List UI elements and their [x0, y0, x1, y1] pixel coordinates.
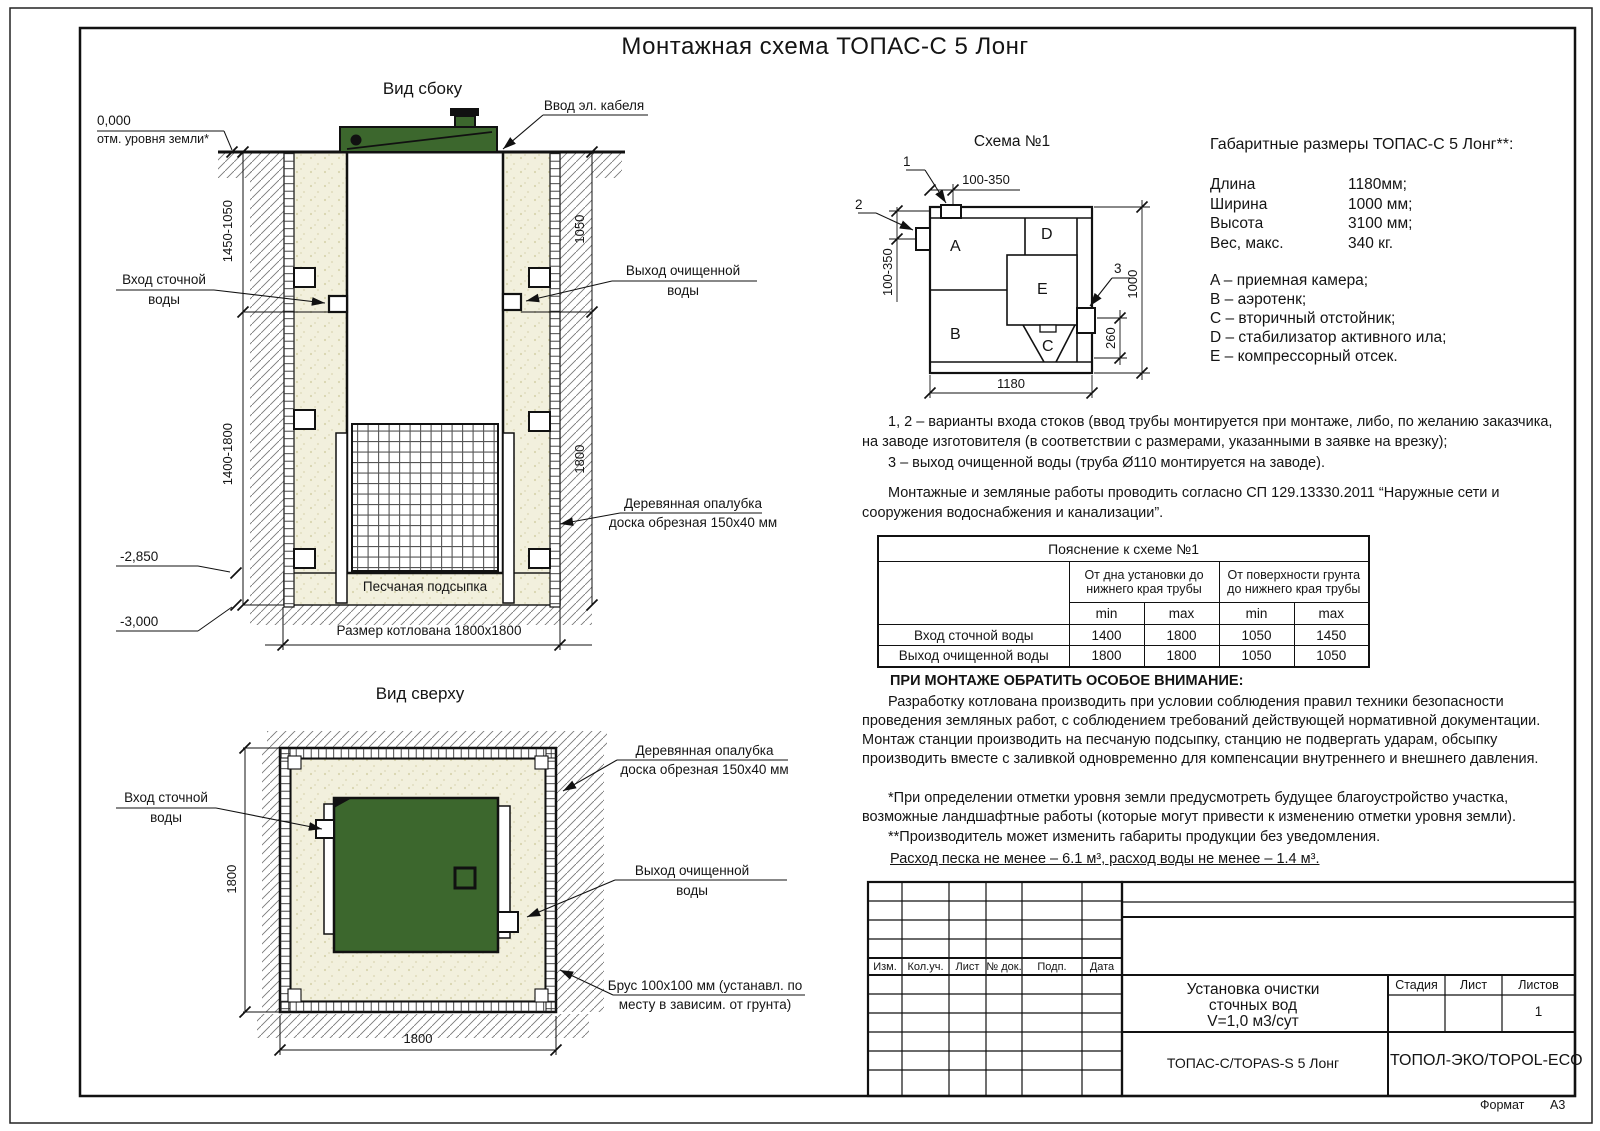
dim-row-value: 340 кг.	[1348, 235, 1394, 252]
outlet-label-line2: воды	[667, 283, 699, 298]
dim-row-name: Длина	[1210, 176, 1256, 193]
zero-mark-note: отм. уровня земли*	[97, 132, 210, 146]
tb-col-podp: Подп.	[1037, 961, 1067, 973]
cell-value: 1050	[1294, 646, 1369, 667]
attention-body: Разработку котлована производить при условии соблюдения правил техники безопасности проведения земляных работ, с соблюдением требований действующей нормативной документации. Монтаж станции производить на песчаную подсыпку, станцию не подвергать ударам, обсыпку производить вместе с заливкой одновременно для компенсации внутреннего и внешнего давления.	[862, 694, 1541, 768]
cell-value: 1050	[1219, 646, 1294, 667]
page-title: Монтажная схема ТОПАС-С 5 Лонг	[621, 33, 1029, 60]
table-max-header: max	[1294, 603, 1369, 625]
top-inlet-label-line1: Вход сточной	[124, 790, 208, 805]
footnote-ground-level: *При определении отметки уровня земли предусмотреть будущее благоустройство участка, возможные ландшафтные работы (которые могут привести к изменению отметки уровня земли).	[862, 790, 1517, 826]
cell-value: 1050	[1219, 625, 1294, 646]
tb-sheets-header: Листов	[1518, 978, 1559, 992]
schema-drawing	[858, 170, 1150, 399]
schema-label-c: C	[1042, 338, 1054, 355]
tb-col-ndok: № док.	[986, 961, 1022, 973]
row-label: Выход очищенной воды	[878, 646, 1069, 667]
table-min-header: min	[1069, 603, 1144, 625]
tb-col-list: Лист	[955, 961, 980, 973]
mark-minus-3000: -3,000	[120, 614, 159, 629]
tb-col-koluch: Кол.уч.	[907, 961, 944, 973]
top-inlet-label-line2: воды	[150, 810, 182, 825]
inlet-label-line1: Вход сточной	[122, 272, 206, 287]
cell-value: 1800	[1144, 646, 1219, 667]
dim-row-value: 1000 мм;	[1348, 196, 1413, 213]
formwork-label-line1: Деревянная опалубка	[623, 496, 763, 511]
zero-mark: 0,000	[97, 113, 131, 128]
schema-label-d: D	[1041, 226, 1053, 243]
schema-callout-2: 2	[855, 197, 863, 212]
row-label: Вход сточной воды	[878, 625, 1069, 646]
dim-right-upper: 1050	[571, 214, 587, 244]
table-corner-cell	[878, 562, 1069, 625]
dim-row-name: Вес, макс.	[1210, 235, 1284, 252]
schema-dim-bottom: 1180	[997, 376, 1025, 391]
side-view-caption: Вид сбоку	[382, 79, 463, 98]
dim-row-value: 3100 мм;	[1348, 215, 1413, 232]
doc-title-line1: Установка очистки	[1186, 981, 1320, 998]
tb-col-izm: Изм.	[873, 961, 897, 973]
dim-left-upper: 1450-1050	[219, 200, 235, 263]
format-label: Формат	[1480, 1098, 1525, 1112]
note-regulations: Монтажные и земляные работы проводить согласно СП 129.13330.2011 “Наружные сети и сооружения водоснабжения и канализации”.	[862, 485, 1500, 522]
schema-dim-right: 1000	[1124, 269, 1140, 299]
sand-bedding-label: Песчаная подсыпка	[362, 579, 488, 594]
footnote-manufacturer: **Производитель может изменить габариты продукции без уведомления.	[888, 829, 1381, 845]
outlet-label-line1: Выход очищенной	[625, 263, 741, 278]
cell-value: 1400	[1069, 625, 1144, 646]
note-outlet: 3 – выход очищенной воды (труба Ø110 монтируется на заводе).	[888, 455, 1325, 471]
inlet-label-line2: воды	[148, 292, 180, 307]
top-outlet-label-line1: Выход очищенной	[634, 863, 750, 878]
schema-label-a: A	[950, 238, 961, 255]
mark-minus-2850: -2,850	[120, 549, 159, 564]
table-group2-header: От поверхности грунта до нижнего края трубы	[1219, 562, 1369, 603]
top-view-caption: Вид сверху	[375, 684, 465, 703]
top-outlet-label-line2: воды	[676, 883, 708, 898]
side-view-drawing	[97, 108, 762, 651]
top-dim-left: 1800	[223, 864, 239, 894]
cable-entry-label: Ввод эл. кабеля	[543, 98, 645, 113]
format-value: А3	[1550, 1098, 1566, 1112]
dim-left-lower: 1400-1800	[219, 423, 235, 486]
table-group1-header: От дна установки до нижнего края трубы	[1069, 562, 1219, 603]
overall-dims-title: Габаритные размеры ТОПАС-С 5 Лонг**:	[1210, 136, 1514, 153]
legend-item: D – стабилизатор активного ила;	[1210, 329, 1447, 346]
schema-label-e: E	[1037, 281, 1048, 298]
tb-model: ТОПАС-С/TOPAS-S 5 Лонг	[1166, 1055, 1340, 1071]
table-max-header: max	[1144, 603, 1219, 625]
dim-row-name: Высота	[1210, 215, 1264, 232]
tb-col-data: Дата	[1089, 961, 1115, 973]
table-title: Пояснение к схеме №1	[878, 536, 1369, 562]
note-inlet-variants: 1, 2 – варианты входа стоков (ввод трубы монтируется при монтаже, либо, по желанию заказчика, на заводе изготовителя (в соответствии с размерами, указанными в заявке на врезку);	[862, 414, 1553, 451]
doc-title-line2: сточных вод	[1208, 997, 1298, 1014]
tb-sheets-value: 1	[1534, 1004, 1543, 1019]
table-min-header: min	[1219, 603, 1294, 625]
tb-sheet-header: Лист	[1459, 978, 1488, 992]
beam-label-line2: месту в зависим. от грунта)	[618, 997, 792, 1012]
cell-value: 1800	[1069, 646, 1144, 667]
legend-item: E – компрессорный отсек.	[1210, 348, 1398, 365]
schema-dim-outlet: 260	[1102, 327, 1118, 350]
top-formwork-label-line2: доска обрезная 150х40 мм	[620, 762, 789, 777]
pit-size-label: Размер котлована 1800х1800	[336, 623, 522, 638]
schema-dim-top: 100-350	[962, 172, 1010, 187]
dim-row-name: Ширина	[1210, 196, 1268, 213]
cell-value: 1800	[1144, 625, 1219, 646]
consumption-note: Расход песка не менее – 6.1 м³, расход воды не менее – 1.4 м³.	[890, 851, 1320, 867]
dim-row-value: 1180мм;	[1348, 176, 1407, 193]
tb-stage-header: Стадия	[1395, 978, 1438, 992]
beam-label-line1: Брус 100х100 мм (устанавл. по	[607, 978, 803, 993]
top-formwork-label-line1: Деревянная опалубка	[635, 743, 774, 758]
cell-value: 1450	[1294, 625, 1369, 646]
legend-item: A – приемная камера;	[1210, 272, 1369, 289]
table-row	[878, 625, 1369, 646]
attention-title: ПРИ МОНТАЖЕ ОБРАТИТЬ ОСОБОЕ ВНИМАНИЕ:	[890, 673, 1244, 689]
tb-company: ТОПОЛ-ЭКО/TOPOL-ECO	[1390, 1052, 1583, 1069]
schema-caption: Схема №1	[973, 133, 1051, 150]
legend-item: C – вторичный отстойник;	[1210, 310, 1396, 327]
schema-callout-3: 3	[1114, 261, 1122, 276]
schema-label-b: B	[950, 326, 961, 343]
legend-item: B – аэротенк;	[1210, 291, 1307, 308]
schema-dim-left: 100-350	[879, 248, 895, 297]
formwork-label-line2: доска обрезная 150х40 мм	[608, 515, 778, 530]
doc-title-line3: V=1,0 м3/сут	[1207, 1013, 1299, 1030]
dim-right-lower: 1800	[571, 444, 587, 474]
schema-callout-1: 1	[903, 154, 911, 169]
schema-explanation-table	[877, 535, 1370, 668]
top-dim-bottom: 1800	[403, 1031, 433, 1046]
table-row	[878, 646, 1369, 667]
